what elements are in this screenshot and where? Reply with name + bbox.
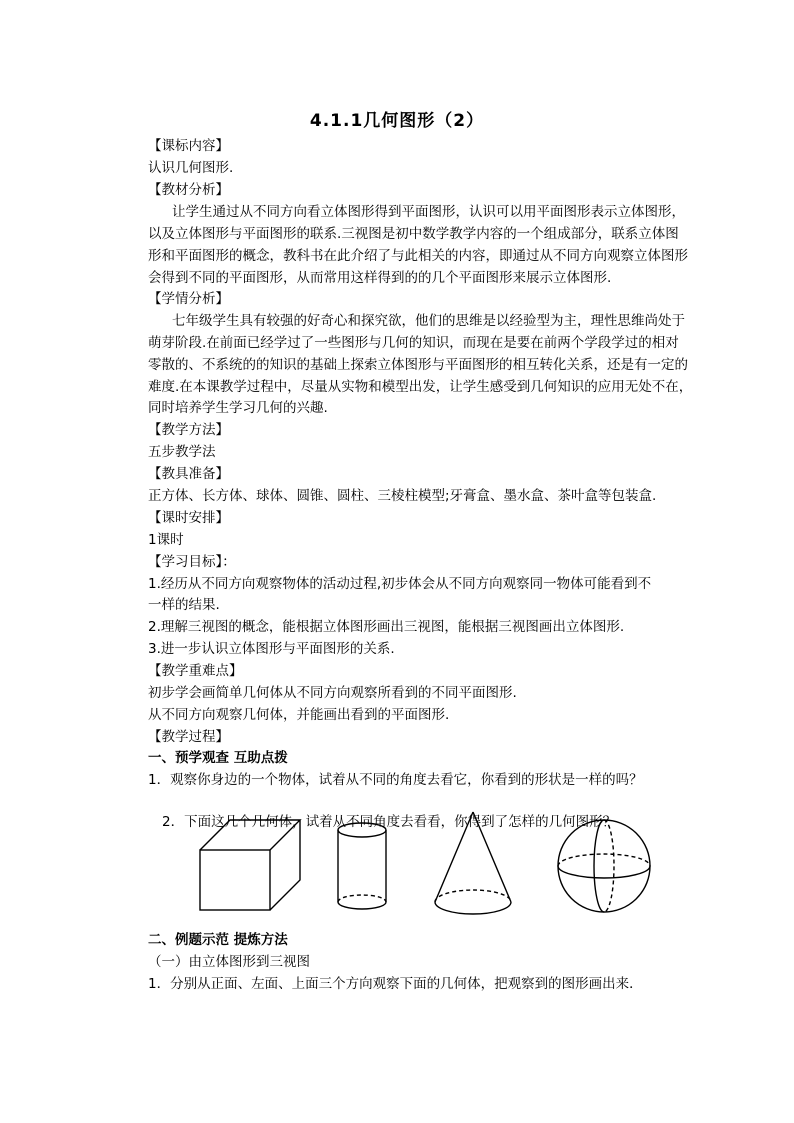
textbook-line: 让学生通过从不同方向看立体图形得到平面图形，认识可以用平面图形表示立体图形， — [172, 204, 685, 220]
question-2: 2．下面这几个几何体，试着从不同角度去看看，你得到了怎样的几何图形？ — [162, 814, 617, 830]
textbook-line: 形和平面图形的概念，教科书在此介绍了与此相关的内容，即通过从不同方向观察立体图形 — [148, 248, 688, 264]
section-heading-process: 【教学过程】 — [148, 729, 229, 745]
key-line: 从不同方向观察几何体，并能画出看到的平面图形. — [148, 707, 450, 723]
cone-figure — [435, 812, 511, 914]
section-heading-textbook: 【教材分析】 — [148, 182, 229, 198]
goal-line: 1.经历从不同方向观察物体的活动过程,初步体会从不同方向观察同一物体可能看到不 — [148, 576, 652, 592]
cube-figure — [200, 820, 300, 910]
part2-subheading: （一）由立体图形到三视图 — [148, 954, 310, 970]
cylinder-figure — [338, 823, 386, 909]
goal-line: 一样的结果. — [148, 597, 220, 613]
student-line: 难度.在本课教学过程中，尽量从实物和模型出发，让学生感受到几何知识的应用无处不在， — [148, 379, 693, 395]
section-heading-goals: 【学习目标】： — [148, 554, 236, 570]
part1-heading: 一、预学观查 互助点拨 — [148, 750, 288, 766]
part2-question-1: 1．分别从正面、左面、上面三个方向观察下面的几何体，把观察到的图形画出来． — [148, 976, 643, 992]
key-line: 初步学会画简单几何体从不同方向观察所看到的不同平面图形. — [148, 685, 517, 701]
section-heading-key: 【教学重难点】 — [148, 663, 243, 679]
page-title: 4.1.1几何图形（2） — [309, 111, 485, 131]
section-heading-curriculum: 【课标内容】 — [148, 138, 229, 154]
curriculum-text: 认识几何图形. — [148, 160, 234, 176]
schedule-text: 1课时 — [148, 532, 184, 548]
section-heading-method: 【教学方法】 — [148, 422, 229, 438]
student-line: 七年级学生具有较强的好奇心和探究欲，他们的思维是以经验型为主，理性思维尚处于 — [172, 313, 685, 329]
goal-line: 2.理解三视图的概念，能根据立体图形画出三视图，能根据三视图画出立体图形. — [148, 619, 625, 635]
tools-text: 正方体、长方体、球体、圆锥、圆柱、三棱柱模型;牙膏盒、墨水盒、茶叶盒等包装盒. — [148, 488, 657, 504]
section-heading-tools: 【教具准备】 — [148, 466, 229, 482]
goal-line: 3.进一步认识立体图形与平面图形的关系. — [148, 641, 395, 657]
geometric-figures — [190, 806, 670, 916]
question-1: 1．观察你身边的一个物体，试着从不同的角度去看它，你看到的形状是一样的吗？ — [148, 772, 643, 788]
student-line: 零散的、不系统的的知识的基础上探索立体图形与平面图形的相互转化关系，还是有一定的 — [148, 357, 688, 373]
student-line: 同时培养学生学习几何的兴趣. — [148, 400, 328, 416]
textbook-line: 会得到不同的平面图形，从而常用这样得到的的几个平面图形来展示立体图形. — [148, 270, 612, 286]
section-heading-schedule: 【课时安排】 — [148, 510, 229, 526]
student-line: 萌芽阶段.在前面已经学过了一些图形与几何的知识，而现在是要在前两个学段学过的相对 — [148, 335, 679, 351]
method-text: 五步教学法 — [148, 444, 216, 460]
textbook-line: 以及立体图形与平面图形的联系.三视图是初中数学教学内容的一个组成部分，联系立体图 — [148, 226, 679, 242]
part2-heading: 二、例题示范 提炼方法 — [148, 932, 288, 948]
section-heading-student: 【学情分析】 — [148, 291, 229, 307]
sphere-figure — [558, 820, 650, 912]
